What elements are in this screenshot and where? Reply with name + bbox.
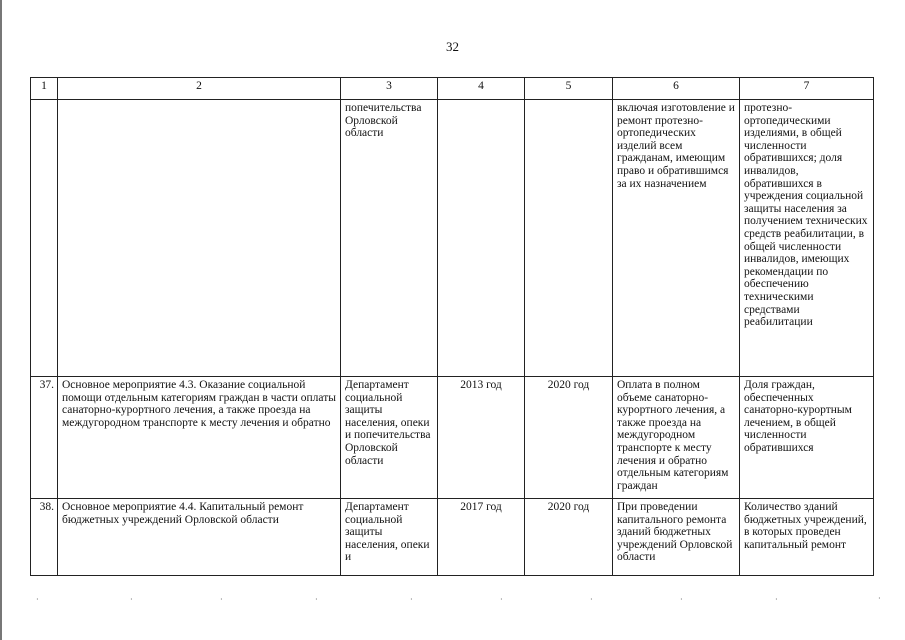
table-row (31, 499, 874, 576)
column-header: 1 (31, 78, 58, 100)
table-row (31, 100, 874, 377)
page-number: 32 (446, 39, 459, 54)
column-header: 4 (438, 78, 525, 100)
row-number-cell (31, 100, 58, 377)
row-number-cell: 37. (31, 377, 58, 499)
measures-table (30, 77, 874, 576)
expected-result-cell: При проведении капитального ремонта зданий бюджетных учреждений Орловской области (613, 499, 740, 576)
indicator-cell: Количество зданий бюджетных учреждений, в которых проведен капитальный ремонт (740, 499, 874, 576)
start-year-cell: 2017 год (438, 499, 525, 576)
executor-cell: Департамент социальной защиты населения, опеки и попечительства Орловской области (341, 377, 438, 499)
indicator-cell: Доля граждан, обеспеченных санаторно-курортным лечением, в общей численности обратившихся (740, 377, 874, 499)
column-header: 6 (613, 78, 740, 100)
indicator-cell: протезно-ортопедическими изделиями, в общей численности обратившихся; доля инвалидов, обратившихся в учреждения социальной защиты населения за получением технических средств реабилитации, в общей численности инвалидов, имеющих рекомендации по обеспечению техническими средствами реабилитации (740, 100, 874, 377)
column-header: 2 (58, 78, 341, 100)
row-number-cell: 38. (31, 499, 58, 576)
end-year-cell (525, 100, 613, 377)
scan-cut-marks: · · · · · · · · · (36, 595, 778, 604)
end-year-cell: 2020 год (525, 499, 613, 576)
executor-cell: Департамент социальной защиты населения, опеки и (341, 499, 438, 576)
column-header: 3 (341, 78, 438, 100)
page-left-edge (0, 0, 2, 640)
column-header: 7 (740, 78, 874, 100)
scan-edge-mark: · (878, 594, 881, 603)
end-year-cell: 2020 год (525, 377, 613, 499)
column-header: 5 (525, 78, 613, 100)
table-row (31, 377, 874, 499)
measure-name-cell (58, 100, 341, 377)
start-year-cell: 2013 год (438, 377, 525, 499)
table-header-row (31, 78, 874, 100)
measure-name-cell: Основное мероприятие 4.4. Капитальный ремонт бюджетных учреждений Орловской области (58, 499, 341, 576)
executor-cell: попечительства Орловской области (341, 100, 438, 377)
expected-result-cell: включая изготовление и ремонт протезно-ортопедических изделий всем гражданам, имеющим право и обратившимся за их назначением (613, 100, 740, 377)
measure-name-cell: Основное мероприятие 4.3. Оказание социальной помощи отдельным категориям граждан в части оплаты санаторно-курортного лечения, а также проезда на междугородном транспорте к месту лечения и обратно (58, 377, 341, 499)
expected-result-cell: Оплата в полном объеме санаторно-курортного лечения, а также проезда на междугородном транспорте к месту лечения и обратно отдельным категориям граждан (613, 377, 740, 499)
start-year-cell (438, 100, 525, 377)
